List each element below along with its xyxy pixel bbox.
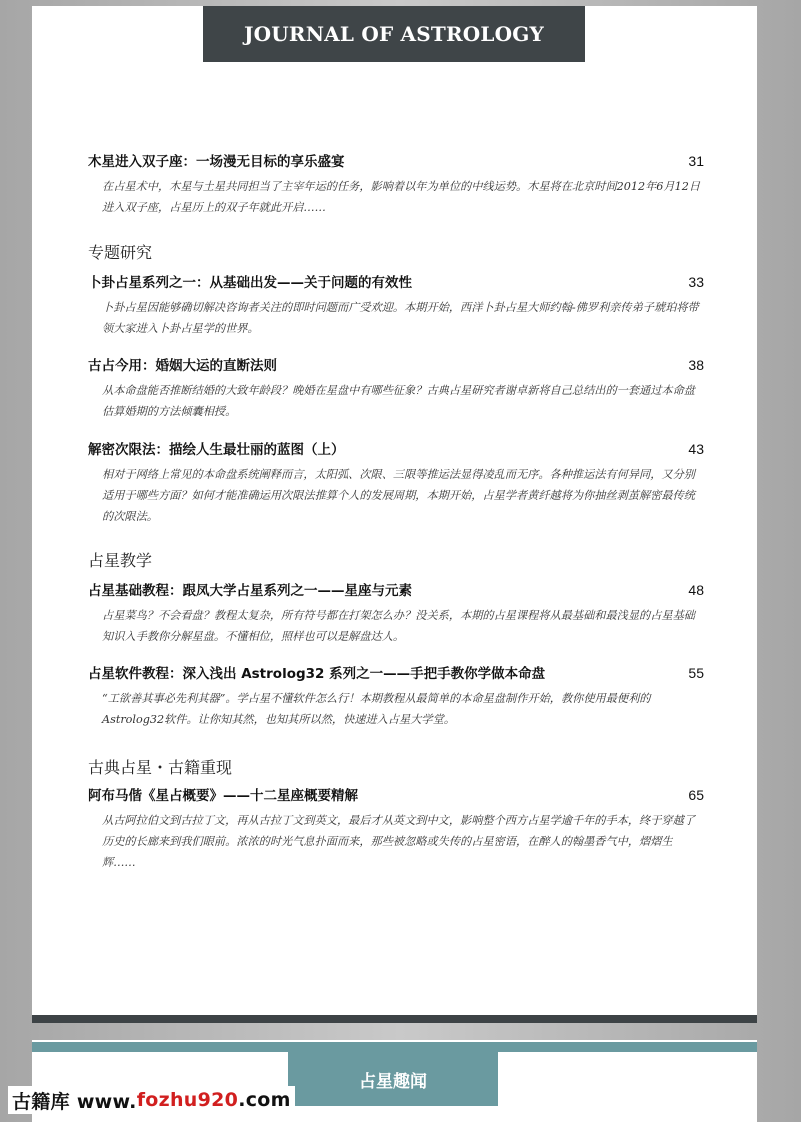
toc-entry-abu-mashar[interactable] [88, 784, 704, 873]
entry-description: 占星菜鸟？不会看盘？教程太复杂，所有符号都在打架怎么办？没关系，本期的占星课程将从最基础和最浅显的占星基础知识入手教你分解星盘。不懂相位，照样也可以是解盘达人。 [102, 609, 695, 643]
entry-description: 相对于网络上常见的本命盘系统阐释而言，太阳弧、次限、三限等推运法显得凌乱而无序。各种推运法有何异同，又分别适用于哪些方面？如何才能准确运用次限法推算个人的发展周期，本期开始，占星学者黄纤越将为你抽丝剥茧解密最传统的次限法。 [102, 468, 695, 523]
entry-title: 卜卦占星系列之一：从基础出发——关于问题的有效性 [88, 275, 412, 291]
entry-title: 阿布马偕《星占概要》——十二星座概要精解 [88, 788, 358, 804]
journal-masthead: JOURNAL OF ASTROLOGY [203, 6, 585, 62]
entry-title: 解密次限法：描绘人生最壮丽的蓝图（上） [88, 442, 345, 458]
watermark-suffix: .com [238, 1089, 291, 1111]
toc-entry-basics[interactable] [88, 579, 704, 647]
toc-entry-horary[interactable] [88, 271, 704, 339]
next-page-band [32, 1042, 757, 1052]
next-page-section-tab: 占星趣闻 [288, 1052, 498, 1106]
entry-title: 古占今用：婚姻大运的直断法则 [88, 358, 277, 374]
entry-page-number: 33 [688, 274, 704, 290]
toc-entry-jupiter[interactable] [88, 150, 704, 218]
toc-entry-progression[interactable] [88, 438, 704, 527]
entry-description: “工欲善其事必先利其器”。学占星不懂软件怎么行！本期教程从最简单的本命星盘制作开始，教你使用最便利的Astrolog32软件。让你知其然，也知其所以然，快速进入占星大学堂。 [102, 692, 651, 726]
entry-page-number: 55 [688, 665, 704, 681]
entry-title: 木星进入双子座：一场漫无目标的享乐盛宴 [88, 154, 345, 170]
entry-description: 在占星术中，木星与土星共同担当了主宰年运的任务，影响着以年为单位的中线运势。木星将在北京时间2012年6月12日进入双子座，占星历上的双子年就此开启…… [102, 180, 701, 214]
section-heading-classical: 古典占星・古籍重现 [88, 758, 233, 777]
site-watermark [8, 1086, 295, 1114]
page-bottom-bar [32, 1015, 757, 1023]
section-heading-research: 专题研究 [88, 243, 153, 262]
entry-description: 从古阿拉伯文到古拉丁文，再从古拉丁文到英文，最后才从英文到中文，影响整个西方占星学逾千年的手本，终于穿越了历史的长廊来到我们眼前。浓浓的时光气息扑面而来，那些被忽略或失传的占星密语，在醉人的翰墨香气中，熠熠生辉…… [102, 814, 695, 869]
toc-entry-software[interactable] [88, 662, 704, 730]
entry-description: 从本命盘能否推断结婚的大致年龄段？晚婚在星盘中有哪些征象？古典占星研究者谢卓新将自己总结出的一套通过本命盘估算婚期的方法倾囊相授。 [102, 384, 695, 418]
entry-title: 占星基础教程：跟凤大学占星系列之一——星座与元素 [88, 583, 412, 599]
entry-page-number: 31 [688, 153, 704, 169]
entry-page-number: 48 [688, 582, 704, 598]
toc-entry-marriage[interactable] [88, 354, 704, 422]
watermark-prefix: 古籍库 www. [12, 1090, 137, 1113]
entry-page-number: 65 [688, 787, 704, 803]
watermark-domain: fozhu920 [136, 1089, 239, 1111]
section-heading-teaching: 占星教学 [88, 551, 153, 570]
entry-title: 占星软件教程：深入浅出 Astrolog32 系列之一——手把手教你学做本命盘 [88, 666, 546, 682]
entry-page-number: 38 [688, 357, 704, 373]
entry-description: 卜卦占星因能够确切解决咨询者关注的即时问题而广受欢迎。本期开始，西洋卜卦占星大师约翰-佛罗利亲传弟子琥珀将带领大家进入卜卦占星学的世界。 [102, 301, 699, 335]
entry-page-number: 43 [688, 441, 704, 457]
